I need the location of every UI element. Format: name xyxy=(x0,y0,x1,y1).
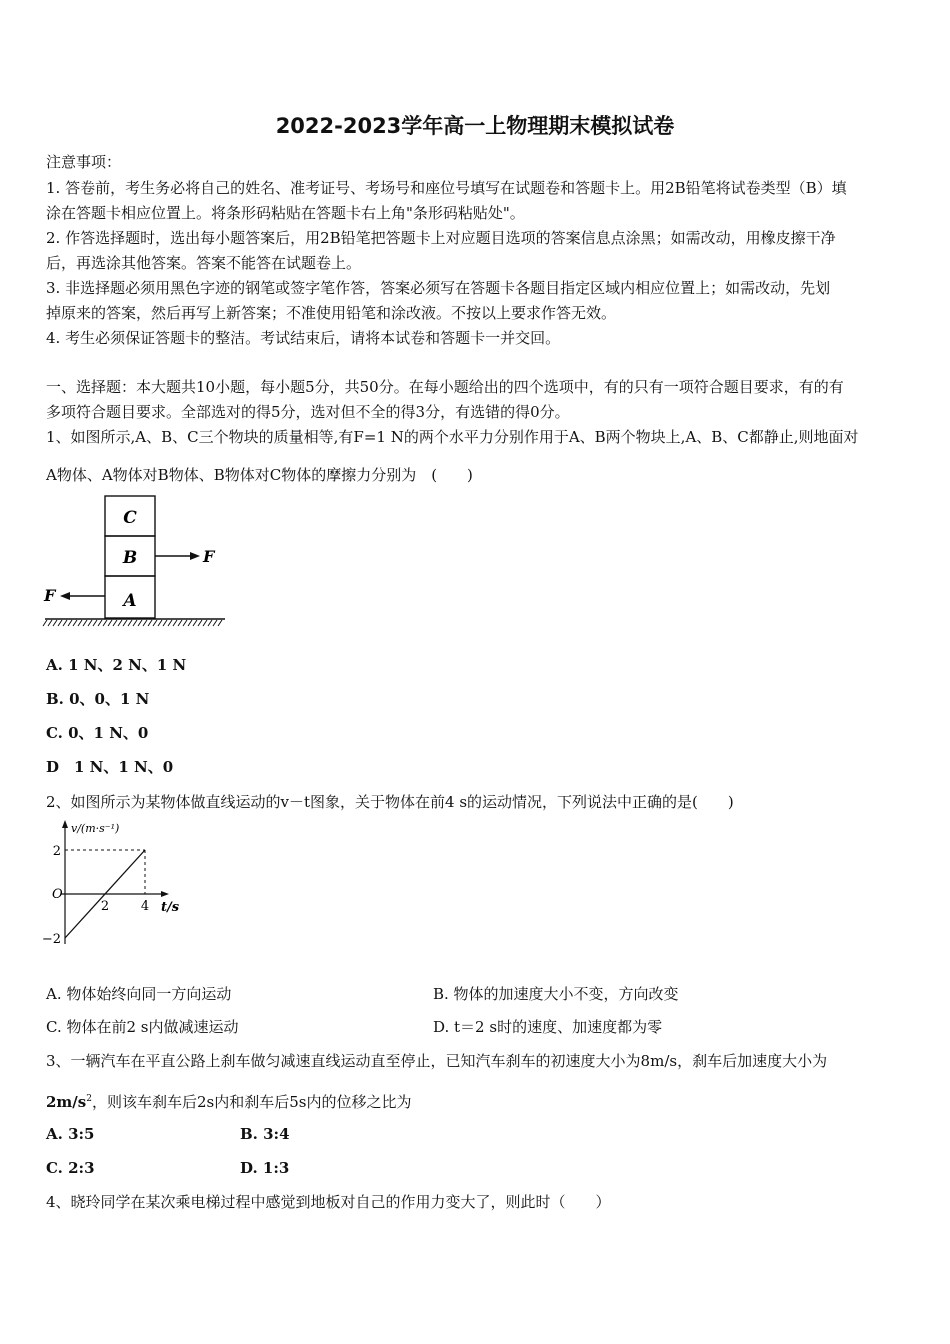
origin-label: O xyxy=(52,887,63,902)
notice-line: 后，再选涂其他答案。答案不能答在试题卷上。 xyxy=(46,254,362,272)
q3-accel-exponent: 2 xyxy=(86,1094,92,1104)
x-axis-label: t/s xyxy=(161,900,180,915)
hatch-stroke xyxy=(123,620,127,626)
hatch-stroke xyxy=(43,620,47,626)
hatch-stroke xyxy=(158,620,162,626)
hatch-stroke xyxy=(98,620,102,626)
y-tick-label-neg2: −2 xyxy=(41,932,61,947)
x-tick-label-2: 2 xyxy=(100,899,110,914)
x-tick-label-4: 4 xyxy=(140,899,150,914)
hatch-stroke xyxy=(133,620,137,626)
q4-stem: 4、晓玲同学在某次乘电梯过程中感觉到地板对自己的作用力变大了，则此时（ ） xyxy=(46,1193,611,1211)
q2-option-c: C. 物体在前2 s内做减速运动 xyxy=(46,1018,239,1036)
force-left-label: F xyxy=(44,586,56,605)
q1-option-c: C. 0、1 N、0 xyxy=(46,724,149,742)
hatch-stroke xyxy=(178,620,182,626)
block-c-label: C xyxy=(123,508,137,528)
hatch-stroke xyxy=(78,620,82,626)
notice-line: 1. 答卷前，考生务必将自己的姓名、准考证号、考场号和座位号填写在试题卷和答题卡上。用2B铅笔将试卷类型（B）填 xyxy=(46,179,847,197)
hatch-stroke xyxy=(213,620,217,626)
hatch-stroke xyxy=(173,620,177,626)
hatch-stroke xyxy=(203,620,207,626)
q1-stem-line1: 1、如图所示,A、B、C三个物块的质量相等,有F=1 N的两个水平力分别作用于A、B两个物块上,A、B、C都静止,则地面对 xyxy=(46,428,859,446)
q2-option-a: A. 物体始终向同一方向运动 xyxy=(46,985,232,1003)
hatch-stroke xyxy=(148,620,152,626)
hatch-stroke xyxy=(193,620,197,626)
notice-line: 3. 非选择题必须用黑色字迹的钢笔或签字笔作答，答案必须写在答题卡各题目指定区域内相应位置上；如需改动，先划 xyxy=(46,279,831,297)
q3-option-d: D. 1:3 xyxy=(240,1159,290,1177)
hatch-stroke xyxy=(73,620,77,626)
notice-line: 2. 作答选择题时，选出每小题答案后，用2B铅笔把答题卡上对应题目选项的答案信息点涂黑；如需改动，用橡皮擦干净 xyxy=(46,229,836,247)
hatch-stroke xyxy=(118,620,122,626)
notice-line: 4. 考生必须保证答题卡的整洁。考试结束后，请将本试卷和答题卡一并交回。 xyxy=(46,329,561,347)
hatch-stroke xyxy=(108,620,112,626)
x-axis-arrowhead xyxy=(161,891,169,897)
force-left-arrowhead xyxy=(60,592,70,600)
hatch-stroke xyxy=(93,620,97,626)
q3-option-a: A. 3:5 xyxy=(46,1125,95,1143)
page-title: 2022-2023学年高一上物理期末模拟试卷 xyxy=(275,114,675,138)
q3-accel-value: 2m/s xyxy=(46,1093,87,1111)
q1-stem-line2: A物体、A物体对B物体、B物体对C物体的摩擦力分别为 ( ) xyxy=(46,466,473,484)
q2-vt-chart xyxy=(40,818,210,958)
q1-option-d: D 1 N、1 N、0 xyxy=(46,758,174,776)
force-right-label: F xyxy=(203,547,215,566)
hatch-stroke xyxy=(63,620,67,626)
notice-line: 涂在答题卡相应位置上。将条形码粘贴在答题卡右上角"条形码粘贴处"。 xyxy=(46,204,525,222)
hatch-stroke xyxy=(88,620,92,626)
q2-stem: 2、如图所示为某物体做直线运动的v－t图象，关于物体在前4 s的运动情况，下列说法中正确的是( ) xyxy=(46,793,734,811)
q1-blocks-figure xyxy=(40,490,240,635)
hatch-stroke xyxy=(163,620,167,626)
q1-option-b: B. 0、0、1 N xyxy=(46,690,150,708)
hatch-stroke xyxy=(68,620,72,626)
hatch-stroke xyxy=(218,620,222,626)
hatch-stroke xyxy=(83,620,87,626)
q1-option-a: A. 1 N、2 N、1 N xyxy=(46,656,187,674)
hatch-stroke xyxy=(168,620,172,626)
hatch-stroke xyxy=(143,620,147,626)
hatch-stroke xyxy=(103,620,107,626)
y-axis-arrowhead xyxy=(62,820,68,828)
block-b-label: B xyxy=(122,548,138,568)
q3-option-b: B. 3:4 xyxy=(240,1125,290,1143)
section-heading-cont: 多项符合题目要求。全部选对的得5分，选对但不全的得3分，有选错的得0分。 xyxy=(46,403,570,421)
hatch-stroke xyxy=(153,620,157,626)
q3-stem-line1: 3、一辆汽车在平直公路上刹车做匀减速直线运动直至停止，已知汽车刹车的初速度大小为8m/s，刹车后加速度大小为 xyxy=(46,1052,828,1070)
y-tick-label-2: 2 xyxy=(52,844,61,859)
q3-option-c: C. 2:3 xyxy=(46,1159,95,1177)
hatch-stroke xyxy=(183,620,187,626)
notice-heading: 注意事项： xyxy=(46,153,122,171)
hatch-stroke xyxy=(53,620,57,626)
ground-hatch xyxy=(43,620,222,626)
q3-stem-line2 xyxy=(46,1089,411,1112)
hatch-stroke xyxy=(188,620,192,626)
q2-option-b: B. 物体的加速度大小不变，方向改变 xyxy=(433,985,679,1003)
hatch-stroke xyxy=(128,620,132,626)
q3-stem-rest: ，则该车刹车后2s内和刹车后5s内的位移之比为 xyxy=(91,1093,412,1111)
section-heading: 一、选择题：本大题共10小题，每小题5分，共50分。在每小题给出的四个选项中，有的只有一项符合题目要求，有的有 xyxy=(46,378,844,396)
hatch-stroke xyxy=(208,620,212,626)
block-a-label: A xyxy=(123,591,137,611)
hatch-stroke xyxy=(138,620,142,626)
hatch-stroke xyxy=(113,620,117,626)
hatch-stroke xyxy=(58,620,62,626)
hatch-stroke xyxy=(198,620,202,626)
force-right-arrowhead xyxy=(190,552,200,560)
notice-line: 掉原来的答案，然后再写上新答案；不准使用铅笔和涂改液。不按以上要求作答无效。 xyxy=(46,304,617,322)
hatch-stroke xyxy=(48,620,52,626)
y-axis-label: v/(m·s⁻¹) xyxy=(71,822,120,835)
q2-option-d: D. t＝2 s时的速度、加速度都为零 xyxy=(433,1018,663,1036)
